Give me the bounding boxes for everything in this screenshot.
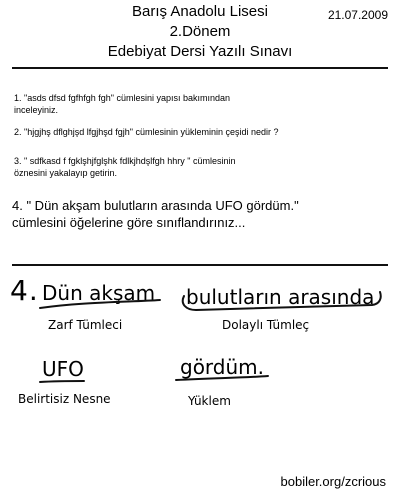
answer-number: 4. — [10, 274, 39, 307]
question-1-line-1: 1. "asds dfsd fgfhfgh fgh" cümlesini yapısı bakımından — [14, 93, 231, 103]
answer-label-3: Belirtisiz Nesne — [18, 392, 111, 406]
underline-phrase-4 — [176, 376, 268, 380]
answer-phrase-1: Dün akşam — [42, 281, 156, 305]
exam-title: Edebiyat Dersi Yazılı Sınavı — [107, 43, 293, 60]
footer-credit: bobiler.org/zcrious — [280, 474, 386, 489]
answer-phrase-2: bulutların arasında — [186, 285, 375, 309]
answer-label-1: Zarf Tümleci — [48, 318, 123, 332]
school-name: Barış Anadolu Lisesi — [132, 3, 268, 20]
term: 2.Dönem — [169, 23, 231, 40]
question-1-line-2: inceleyiniz. — [14, 105, 59, 115]
bracket-phrase-2 — [183, 292, 381, 310]
underline-phrase-3 — [40, 381, 84, 382]
question-3-line-2: öznesini yakalayıp getirin. — [14, 168, 118, 178]
question-4-line-1: 4. " Dün akşam bulutların arasında UFO gördüm." — [12, 198, 299, 213]
question-4-line-2: cümlesini öğelerine göre sınıflandırınız... — [12, 215, 246, 230]
question-2-line-1: 2. "hjgjhş dflghjşd lfgjhşd fgjh" cümlesinin yükleminin çeşidi nedir ? — [14, 127, 279, 137]
answer-phrase-3: UFO — [42, 357, 84, 381]
question-3-line-1: 3. " sdfkasd f fgklşhjfglşhk fdlkjhdşlfgh hhry " cümlesinin — [14, 156, 236, 166]
answer-label-4: Yüklem — [188, 394, 231, 408]
exam-date: 21.07.2009 — [327, 8, 388, 22]
answer-label-2: Dolaylı Tümleç — [222, 318, 310, 332]
underline-phrase-1 — [40, 300, 160, 308]
answer-phrase-4: gördüm. — [180, 355, 265, 379]
